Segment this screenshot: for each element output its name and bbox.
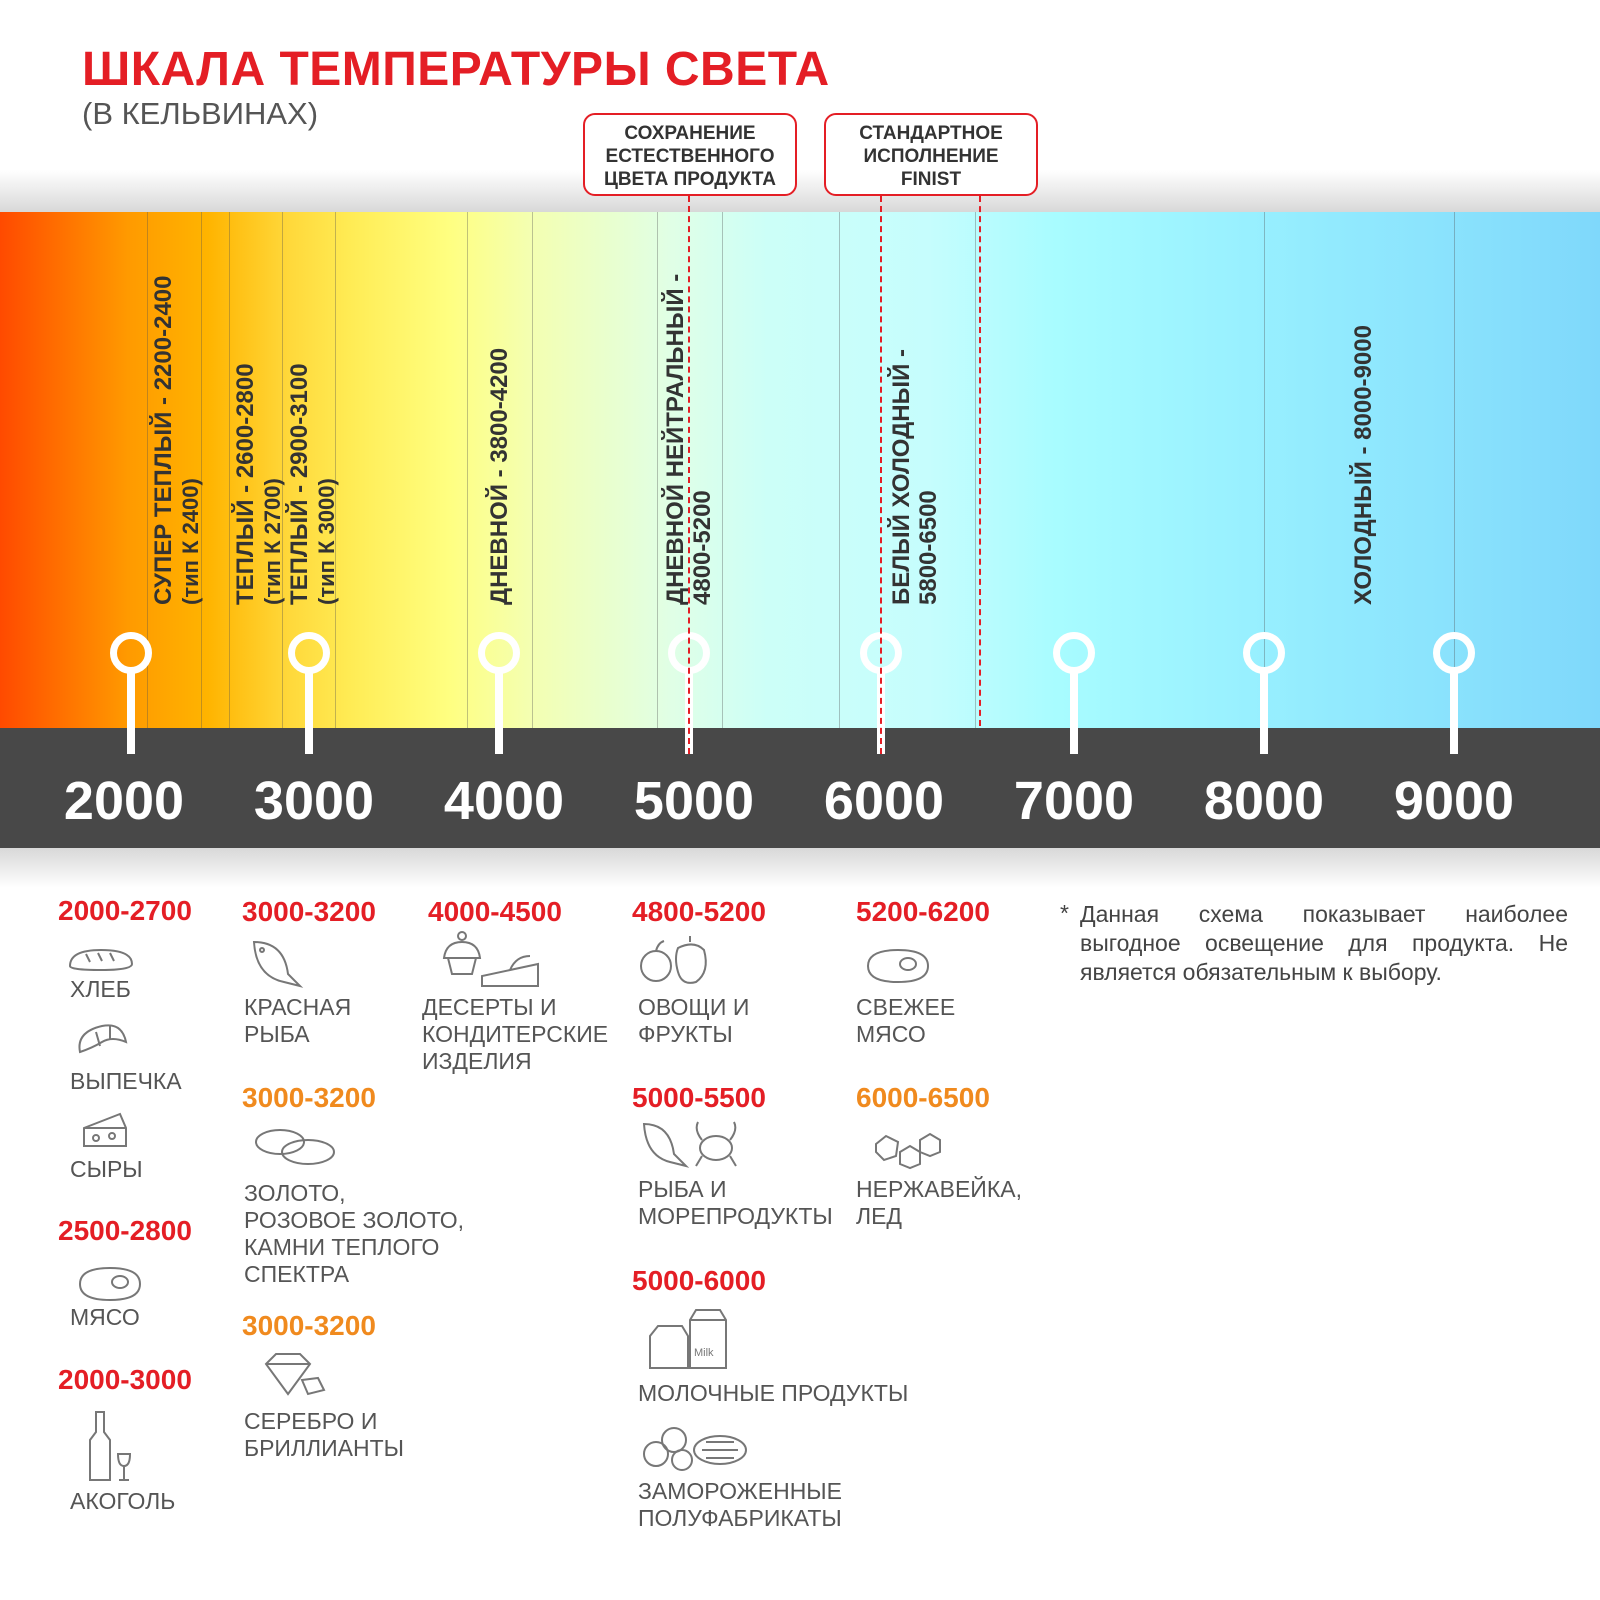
product-item: БРИЛЛИАНТЫ: [244, 1435, 405, 1461]
product-item: ФРУКТЫ: [638, 1021, 733, 1047]
product-item: СВЕЖЕЕ: [856, 994, 956, 1020]
band-label-super-warm: СУПЕР ТЕПЛЫЙ - 2200-2400 (тип К 2400): [150, 275, 203, 605]
steak-icon: [862, 946, 932, 991]
disclaimer-note: Данная схема показывает наиболее выгодное освещение для продукта. Не является обязательным к выбору.: [1080, 901, 1568, 985]
page-subtitle: (В КЕЛЬВИНАХ): [82, 96, 319, 131]
rings-icon: [252, 1122, 338, 1175]
product-item: ИЗДЕЛИЯ: [422, 1048, 532, 1074]
frozen-food-icon: [640, 1424, 750, 1479]
page-title: ШКАЛА ТЕМПЕРАТУРЫ СВЕТА: [82, 43, 830, 96]
product-item: ЗОЛОТО,: [244, 1180, 346, 1206]
scale-marker-ring: [288, 632, 330, 674]
range-label: 3000-3200: [242, 896, 376, 927]
product-item: ЛЕД: [856, 1203, 903, 1229]
band-divider: [839, 212, 840, 728]
product-item: ОВОЩИ И: [638, 994, 750, 1020]
product-item: АКОГОЛЬ: [70, 1488, 176, 1514]
band-divider: [229, 212, 230, 728]
dessert-icon: [440, 930, 544, 997]
croissant-icon: [72, 1012, 132, 1067]
scale-marker-stem: [305, 672, 313, 754]
kelvin-tick-label: 7000: [1013, 771, 1135, 831]
milk-label: Milk: [694, 1347, 714, 1359]
product-item: СЕРЕБРО И: [244, 1408, 378, 1434]
wine-bottle-icon: [86, 1408, 136, 1489]
range-label: 2500-2800: [58, 1215, 192, 1246]
range-label: 5000-6000: [632, 1265, 766, 1296]
bread-icon: [66, 942, 136, 979]
band-shadow-bottom: [0, 848, 1600, 888]
range-label: 3000-3200: [242, 1082, 376, 1113]
product-item: МОРЕПРОДУКТЫ: [638, 1203, 833, 1229]
band-label-warm-2700: ТЕПЛЫЙ - 2600-2800 (тип К 2700): [232, 363, 285, 605]
scale-marker-stem: [1070, 672, 1078, 754]
band-label-cool-white: БЕЛЫЙ ХОЛОДНЫЙ - 5800-6500: [888, 349, 942, 605]
steak-icon: [74, 1264, 144, 1309]
range-label: 5200-6200: [856, 896, 990, 927]
callout-dashed-line: [688, 196, 690, 754]
band-divider: [467, 212, 468, 728]
product-item: ДЕСЕРТЫ И: [422, 994, 557, 1020]
callout-dashed-line: [979, 196, 981, 726]
band-label-warm-3000: ТЕПЛЫЙ - 2900-3100 (тип К 3000): [286, 363, 339, 605]
product-item: КОНДИТЕРСКИЕ: [422, 1021, 609, 1047]
scale-marker-ring: [478, 632, 520, 674]
callout-line: СТАНДАРТНОЕ: [859, 123, 1003, 144]
range-label: 2000-2700: [58, 895, 192, 926]
product-item: МЯСО: [70, 1304, 140, 1330]
vegetables-fruits-icon: [638, 932, 712, 993]
range-label: 4000-4500: [428, 896, 562, 927]
seafood-icon: [640, 1118, 744, 1179]
band-label-neutral-daylight: ДНЕВНОЙ НЕЙТРАЛЬНЫЙ - 4800-5200: [662, 273, 716, 605]
product-item: МОЛОЧНЫЕ ПРОДУКТЫ: [638, 1380, 909, 1406]
product-item: СЫРЫ: [70, 1156, 143, 1182]
product-item: СПЕКТРА: [244, 1261, 350, 1287]
product-item: РЫБА И: [638, 1176, 727, 1202]
band-divider: [722, 212, 723, 728]
scale-marker-ring: [1053, 632, 1095, 674]
product-item: МЯСО: [856, 1021, 926, 1047]
kelvin-tick-label: 8000: [1203, 771, 1325, 831]
range-label: 2000-3000: [58, 1364, 192, 1395]
scale-marker-stem: [127, 672, 135, 754]
range-label: 4800-5200: [632, 896, 766, 927]
kelvin-tick-label: 2000: [63, 771, 185, 831]
band-label-cold: ХОЛОДНЫЙ - 8000-9000: [1350, 325, 1377, 605]
product-item: ХЛЕБ: [70, 976, 131, 1002]
product-item: ЗАМОРОЖЕННЫЕ: [638, 1478, 843, 1504]
kelvin-tick-label: 6000: [823, 771, 945, 831]
kelvin-tick-label: 5000: [633, 771, 755, 831]
kelvin-tick-label: 3000: [253, 771, 375, 831]
product-item: РОЗОВОЕ ЗОЛОТО,: [244, 1207, 464, 1233]
cheese-icon: [80, 1108, 130, 1157]
product-item: ВЫПЕЧКА: [70, 1068, 182, 1094]
dairy-icon: [646, 1306, 736, 1377]
fish-icon: [248, 936, 304, 997]
band-divider: [975, 212, 976, 728]
scale-marker-ring: [110, 632, 152, 674]
kelvin-tick-label: 4000: [443, 771, 565, 831]
note-asterisk: *: [1060, 900, 1069, 926]
range-label: 3000-3200: [242, 1310, 376, 1341]
diamond-icon: [262, 1352, 328, 1403]
scale-marker-ring: [1433, 632, 1475, 674]
product-item: КАМНИ ТЕПЛОГО: [244, 1234, 440, 1260]
scale-marker-ring: [1243, 632, 1285, 674]
callout-line: FINIST: [900, 169, 962, 190]
callout-line: ИСПОЛНЕНИЕ: [863, 146, 999, 167]
product-item: ПОЛУФАБРИКАТЫ: [638, 1505, 842, 1531]
range-label: 5000-5500: [632, 1082, 766, 1113]
callout-line: СОХРАНЕНИЕ: [624, 123, 756, 144]
callout-line: ЦВЕТА ПРОДУКТА: [603, 169, 777, 190]
kelvin-tick-label: 9000: [1393, 771, 1515, 831]
range-label: 6000-6500: [856, 1082, 990, 1113]
band-shadow-top: [0, 170, 1600, 212]
scale-marker-stem: [1260, 672, 1268, 754]
callout-finist-standard: [824, 113, 1038, 196]
scale-marker-stem: [1450, 672, 1458, 754]
scale-marker-stem: [495, 672, 503, 754]
product-item: НЕРЖАВЕЙКА,: [856, 1176, 1022, 1202]
product-item: РЫБА: [244, 1021, 310, 1047]
band-label-daylight: ДНЕВНОЙ - 3800-4200: [486, 347, 513, 605]
callout-dashed-line: [880, 196, 882, 754]
ice-cubes-icon: [872, 1130, 944, 1175]
band-divider: [657, 212, 658, 728]
product-item: КРАСНАЯ: [244, 994, 352, 1020]
callout-line: ЕСТЕСТВЕННОГО: [605, 146, 775, 167]
band-divider: [532, 212, 533, 728]
callout-natural-color: [583, 113, 797, 196]
